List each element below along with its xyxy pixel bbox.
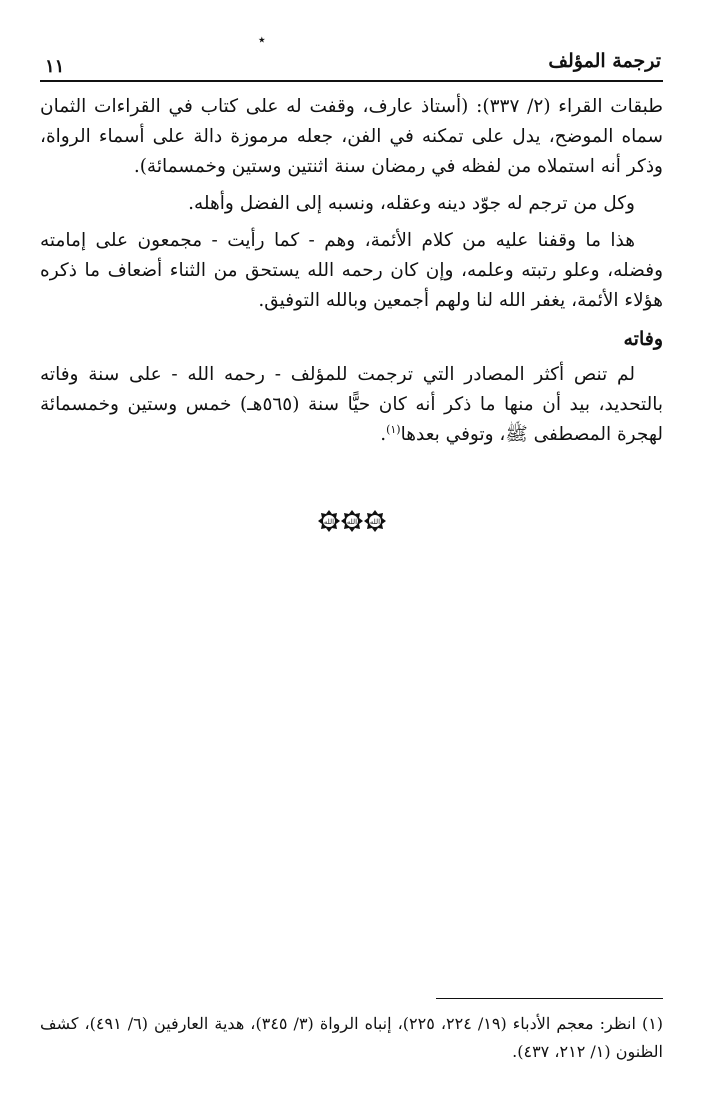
header-mark: ٭ <box>258 32 266 48</box>
ornament-glyph: الله <box>346 518 358 526</box>
section-end-ornament <box>318 510 386 534</box>
ornament-glyph: الله <box>323 518 335 526</box>
header-rule <box>40 80 663 82</box>
footnote-separator <box>436 998 663 999</box>
death-text: لم تنص أكثر المصادر التي ترجمت للمؤلف - رحمه الله - على سنة وفاته بالتحديد، بيد أن منها ما ذكر أنه كان حيًّا سنة (٥٦٥هـ) خمس وستين وخمسمائة لهجرة المصطفى ﷺ، وتوفي بعدها <box>40 364 664 445</box>
allah-star-ornament-icon <box>364 510 386 532</box>
paragraph-tabaqat: طبقات القراء (٢/ ٣٣٧): (أستاذ عارف، وقفت له على كتاب في القراءات الثمان سماه الموضح، يدل على تمكنه في الفن، جعله مرموزة دالة على أسماء الرواة، وذكر أنه استملاه من لفظه في رمضان سنة اثنتين وستين وخمسمائة). <box>40 96 663 177</box>
page-number: ١١ <box>45 56 65 77</box>
footnote: (١) انظر: معجم الأدباء (١٩/ ٢٢٤، ٢٢٥)، إنباه الرواة (٣/ ٣٤٥)، هدية العارفين (٦/ ٤٩١)، كشف الظنون (١/ ٢١٢، ٤٣٧). <box>40 1014 664 1061</box>
paragraph-summary: هذا ما وقفنا عليه من كلام الأئمة، وهم - كما رأيت - مجمعون على إمامته وفضله، وعلو رتبته وعلمه، وإن كان رحمه الله يستحق من الثناء أضعاف ما ذكره هؤلاء الأئمة، يغفر الله لنا ولهم أجمعين وبالله التوفيق. <box>40 230 663 311</box>
end-punctuation: . <box>380 424 387 445</box>
paragraph-praise: وكل من ترجم له جوّد دينه وعقله، ونسبه إلى الفضل وأهله. <box>188 193 635 214</box>
footnote-reference[interactable]: (١) <box>386 422 401 436</box>
main-text <box>40 92 663 457</box>
allah-star-ornament-icon <box>318 510 340 532</box>
running-title: ترجمة المؤلف <box>548 50 661 72</box>
paragraph-death <box>40 360 663 450</box>
ornament-glyph: الله <box>369 518 381 526</box>
section-heading-death: وفاته <box>623 328 663 350</box>
allah-star-ornament-icon <box>341 510 363 532</box>
